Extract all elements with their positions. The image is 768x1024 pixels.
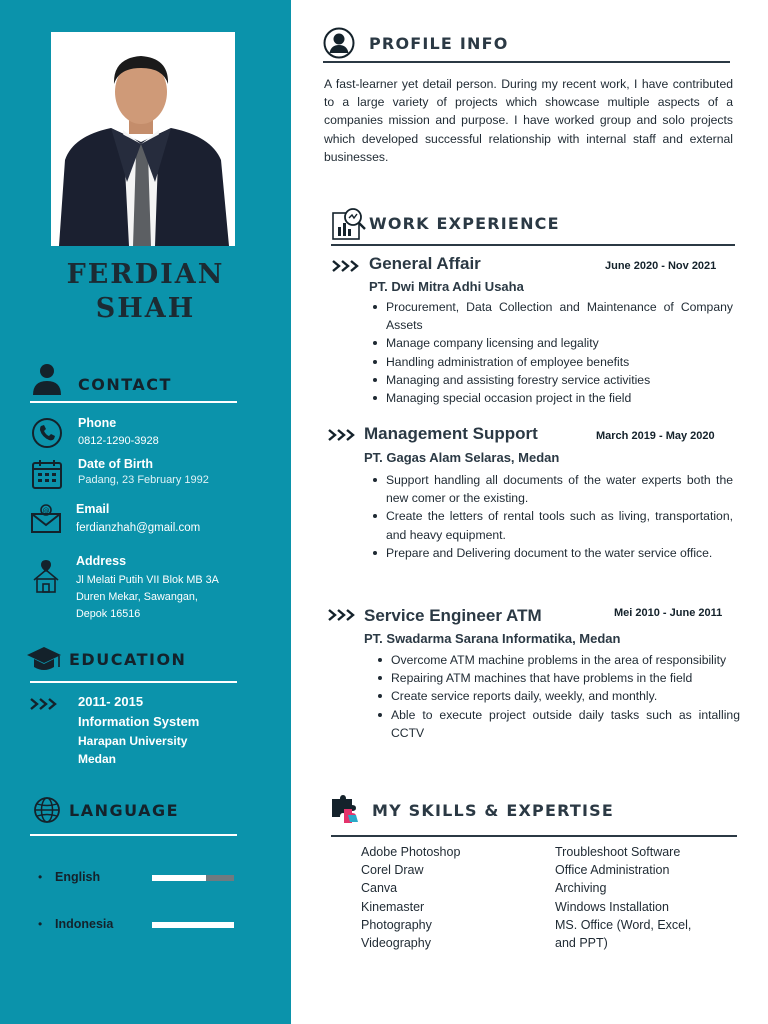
list-item: Managing special occasion project in the field: [369, 389, 733, 407]
contact-heading: CONTACT: [78, 374, 172, 394]
graduation-cap-icon: [26, 645, 62, 673]
language-name: Indonesia: [55, 917, 114, 931]
work-heading: WORK EXPERIENCE: [369, 213, 560, 233]
profile-photo: [51, 32, 235, 246]
portrait-illustration: [51, 32, 235, 246]
list-item: Adobe Photoshop: [361, 845, 461, 859]
language-section-header: [33, 796, 179, 824]
list-item: Support handling all documents of the water experts both the new comer or the existing.: [369, 471, 733, 507]
work-divider: [331, 244, 735, 246]
list-item: Canva: [361, 881, 398, 896]
list-item: Office Administration: [555, 863, 670, 878]
list-item: Managing and assisting forestry service activities: [369, 371, 733, 389]
sidebar: [0, 0, 291, 1024]
skills-list-right: [555, 843, 691, 952]
phone-value[interactable]: 0812-1290-3928: [78, 435, 159, 447]
education-major: Information System: [78, 714, 200, 729]
phone-label: Phone: [78, 416, 117, 430]
triple-chevron-icon: [328, 608, 358, 622]
profile-divider: [323, 61, 730, 63]
list-item: Repairing ATM machines that have problems in the field: [374, 669, 740, 687]
profile-heading: PROFILE INFO: [369, 33, 509, 53]
education-years: 2011- 2015: [78, 694, 144, 709]
list-item: Create service reports daily, weekly, and monthly.: [374, 687, 740, 705]
education-divider: [30, 681, 237, 683]
email-label: Email: [76, 502, 110, 516]
puzzle-icon: [330, 795, 360, 825]
language-level-bar: [152, 922, 234, 928]
profile-section-header: [323, 27, 509, 59]
list-item: Prepare and Delivering document to the water service office.: [369, 544, 733, 562]
job-company: PT. Dwi Mitra Adhi Usaha: [369, 279, 524, 294]
language-level-fill: [152, 922, 234, 928]
job-duties: [369, 471, 733, 562]
triple-chevron-icon: [30, 697, 60, 711]
job-duties: [374, 651, 740, 742]
education-section-header: [26, 645, 186, 673]
education-school: Harapan University: [78, 734, 188, 748]
address-line-3: Depok 16516: [76, 608, 141, 620]
contact-address: [30, 554, 280, 624]
language-bullet: •: [38, 870, 43, 884]
list-item: Procurement, Data Collection and Maintenance of Company Assets: [369, 298, 733, 334]
contact-divider: [30, 401, 237, 403]
job-date: March 2019 - May 2020: [596, 430, 715, 442]
dob-value: Padang, 23 February 1992: [78, 474, 209, 486]
list-item: Photography: [361, 917, 432, 932]
globe-icon: [33, 796, 61, 824]
list-item: Create the letters of rental tools such as living, transportation, and heavy equipment.: [369, 507, 733, 543]
list-item: and PPT): [555, 936, 608, 951]
svg-text:@: @: [42, 507, 50, 515]
list-item: Kinemaster: [361, 899, 425, 914]
language-item-indonesia: [38, 917, 238, 937]
language-item-english: [38, 870, 238, 890]
profile-summary: A fast-learner yet detail person. During my recent work, I have contributed to a large variety of projects which showcase multiple aspects of a companies mission and purpose. I have worked group and solo projects which developed successful relationship with internal staff and external businesses.: [324, 77, 733, 164]
full-name: [0, 258, 291, 326]
skills-divider: [331, 835, 737, 837]
list-item: Overcome ATM machine problems in the area of responsibility: [374, 651, 740, 669]
list-item: Handling administration of employee benefits: [369, 353, 733, 371]
phone-icon: [30, 416, 64, 450]
job-company: PT. Swadarma Sarana Informatika, Medan: [364, 631, 621, 646]
address-line-1: Jl Melati Putih VII Blok MB 3A: [76, 574, 219, 586]
calendar-icon: [30, 457, 64, 491]
person-icon: [30, 362, 64, 396]
triple-chevron-icon: [328, 428, 358, 442]
education-city: Medan: [78, 752, 117, 766]
dob-label: Date of Birth: [78, 457, 153, 471]
language-heading: LANGUAGE: [69, 800, 180, 820]
list-item: Archiving: [555, 881, 607, 896]
language-divider: [30, 834, 237, 836]
contact-email: [30, 502, 280, 536]
language-bullet: •: [38, 917, 43, 931]
email-value[interactable]: ferdianzhah@gmail.com: [76, 522, 201, 534]
language-level-fill: [152, 875, 206, 881]
work-chart-icon: [331, 205, 367, 241]
mail-icon: [30, 502, 64, 536]
language-level-bar: [152, 875, 234, 881]
contact-phone: [30, 416, 280, 450]
job-title: Service Engineer ATM: [364, 606, 542, 625]
address-line-2: Duren Mekar, Sawangan,: [76, 591, 198, 603]
skills-list-left: [361, 843, 460, 952]
contact-section-header: [30, 362, 172, 396]
list-item: Videography: [361, 936, 431, 951]
job-company: PT. Gagas Alam Selaras, Medan: [364, 450, 560, 465]
language-name: English: [55, 870, 101, 884]
contact-dob: [30, 457, 280, 491]
address-label: Address: [76, 554, 127, 568]
list-item: Able to execute project outside daily tasks such as intalling CCTV: [374, 706, 740, 742]
triple-chevron-icon: [332, 259, 362, 273]
education-entry: [78, 692, 199, 768]
job-duties: [369, 298, 733, 407]
last-name: SHAH: [95, 293, 196, 324]
job-date: Mei 2010 - June 2011: [614, 607, 723, 619]
skills-section-header: [330, 795, 614, 825]
job-date: June 2020 - Nov 2021: [605, 260, 717, 272]
list-item: Corel Draw: [361, 863, 424, 878]
work-section-header: [331, 205, 560, 241]
home-pin-icon: [30, 560, 64, 594]
list-item: Manage company licensing and legality: [369, 334, 733, 352]
job-title: General Affair: [369, 254, 481, 273]
profile-circle-icon: [323, 27, 355, 59]
skills-heading: MY SKILLS & EXPERTISE: [372, 800, 615, 820]
education-heading: EDUCATION: [69, 649, 187, 669]
first-name: FERDIAN: [66, 259, 225, 290]
list-item: Troubleshoot Software: [555, 845, 681, 859]
job-title: Management Support: [364, 424, 538, 443]
list-item: MS. Office (Word, Excel,: [555, 917, 692, 932]
list-item: Windows Installation: [555, 899, 669, 914]
